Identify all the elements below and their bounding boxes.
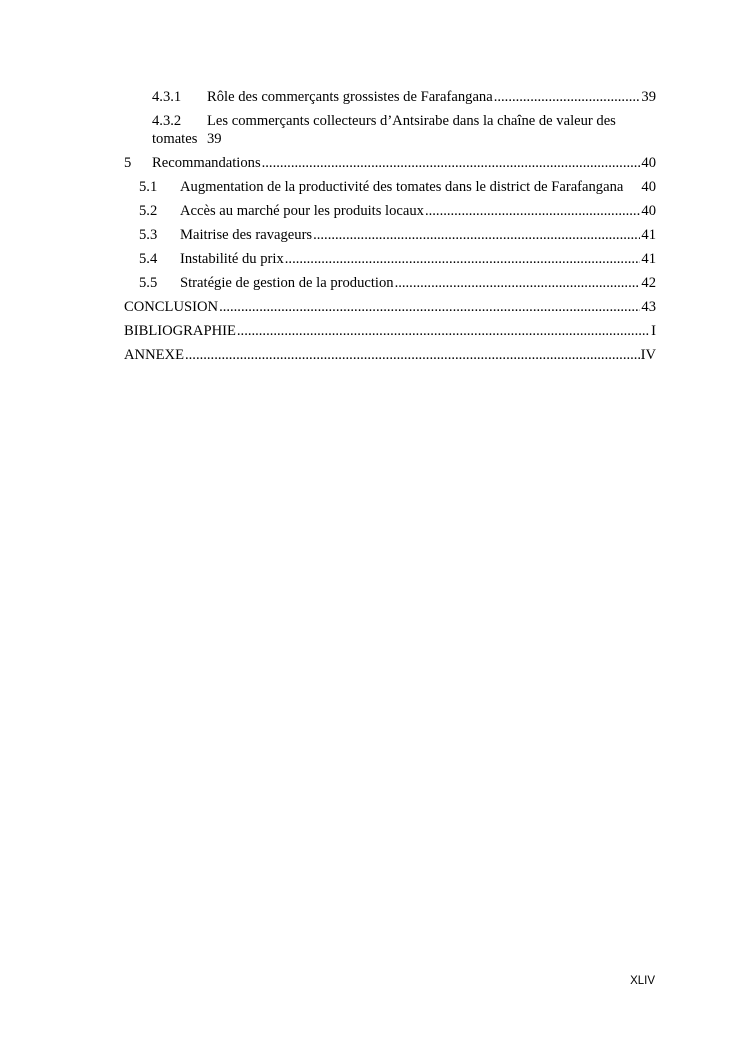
toc-title: Rôle des commerçants grossistes de Farafangana xyxy=(207,89,493,105)
toc-entry-conclusion[interactable] xyxy=(124,298,656,322)
toc-entry-5-1[interactable] xyxy=(124,178,656,202)
toc-entry-5-3[interactable] xyxy=(124,226,656,250)
toc-page: 40 xyxy=(641,179,656,195)
toc-title: ANNEXE xyxy=(124,347,184,363)
toc-entry-bibliographie[interactable] xyxy=(124,322,656,346)
dot-leader xyxy=(237,322,650,340)
toc-page: 41 xyxy=(641,227,656,243)
toc-number: 5.3 xyxy=(139,227,158,243)
toc-number: 5.4 xyxy=(139,251,158,267)
toc-number: 5 xyxy=(124,155,132,171)
toc-number: 4.3.1 xyxy=(152,89,182,105)
dot-leader xyxy=(185,346,640,364)
toc-title-continuation: tomates xyxy=(152,131,198,147)
dot-leader xyxy=(262,154,641,172)
page-number: XLIV xyxy=(630,975,655,987)
toc-page: 41 xyxy=(641,251,656,267)
toc-entry-4-3-2[interactable] xyxy=(124,112,656,154)
toc-title: Accès au marché pour les produits locaux xyxy=(180,203,424,219)
toc-title: Maitrise des ravageurs xyxy=(180,227,313,243)
toc-title: Augmentation de la productivité des tomates dans le district de Farafangana xyxy=(180,179,624,195)
toc-title: CONCLUSION xyxy=(124,299,219,315)
toc-title: Les commerçants collecteurs d’Antsirabe dans la chaîne de valeur des xyxy=(207,113,616,129)
dot-leader xyxy=(494,88,641,106)
toc-title: BIBLIOGRAPHIE xyxy=(124,323,236,339)
toc-title: Stratégie de gestion de la production xyxy=(180,275,394,291)
toc-number: 5.2 xyxy=(139,203,158,219)
table-of-contents xyxy=(124,88,656,370)
toc-page: I xyxy=(651,323,656,339)
toc-entry-4-3-1[interactable] xyxy=(124,88,656,112)
toc-page: 43 xyxy=(641,299,656,315)
toc-page: 39 xyxy=(207,131,222,147)
toc-page: 42 xyxy=(641,275,656,291)
dot-leader xyxy=(313,226,640,244)
dot-leader xyxy=(285,250,641,268)
dot-leader xyxy=(425,202,640,220)
toc-entry-5-4[interactable] xyxy=(124,250,656,274)
toc-page: 40 xyxy=(641,155,656,171)
toc-entry-5[interactable] xyxy=(124,154,656,178)
toc-number: 5.1 xyxy=(139,179,158,195)
toc-entry-5-2[interactable] xyxy=(124,202,656,226)
toc-entry-5-5[interactable] xyxy=(124,274,656,298)
toc-page: 39 xyxy=(641,89,656,105)
toc-page: IV xyxy=(640,347,656,363)
toc-entry-annexe[interactable] xyxy=(124,346,656,370)
dot-leader xyxy=(219,298,640,316)
toc-title: Instabilité du prix xyxy=(180,251,284,267)
toc-number: 5.5 xyxy=(139,275,158,291)
toc-page: 40 xyxy=(641,203,656,219)
dot-leader xyxy=(395,274,641,292)
toc-number: 4.3.2 xyxy=(152,113,182,129)
toc-title: Recommandations xyxy=(152,155,261,171)
